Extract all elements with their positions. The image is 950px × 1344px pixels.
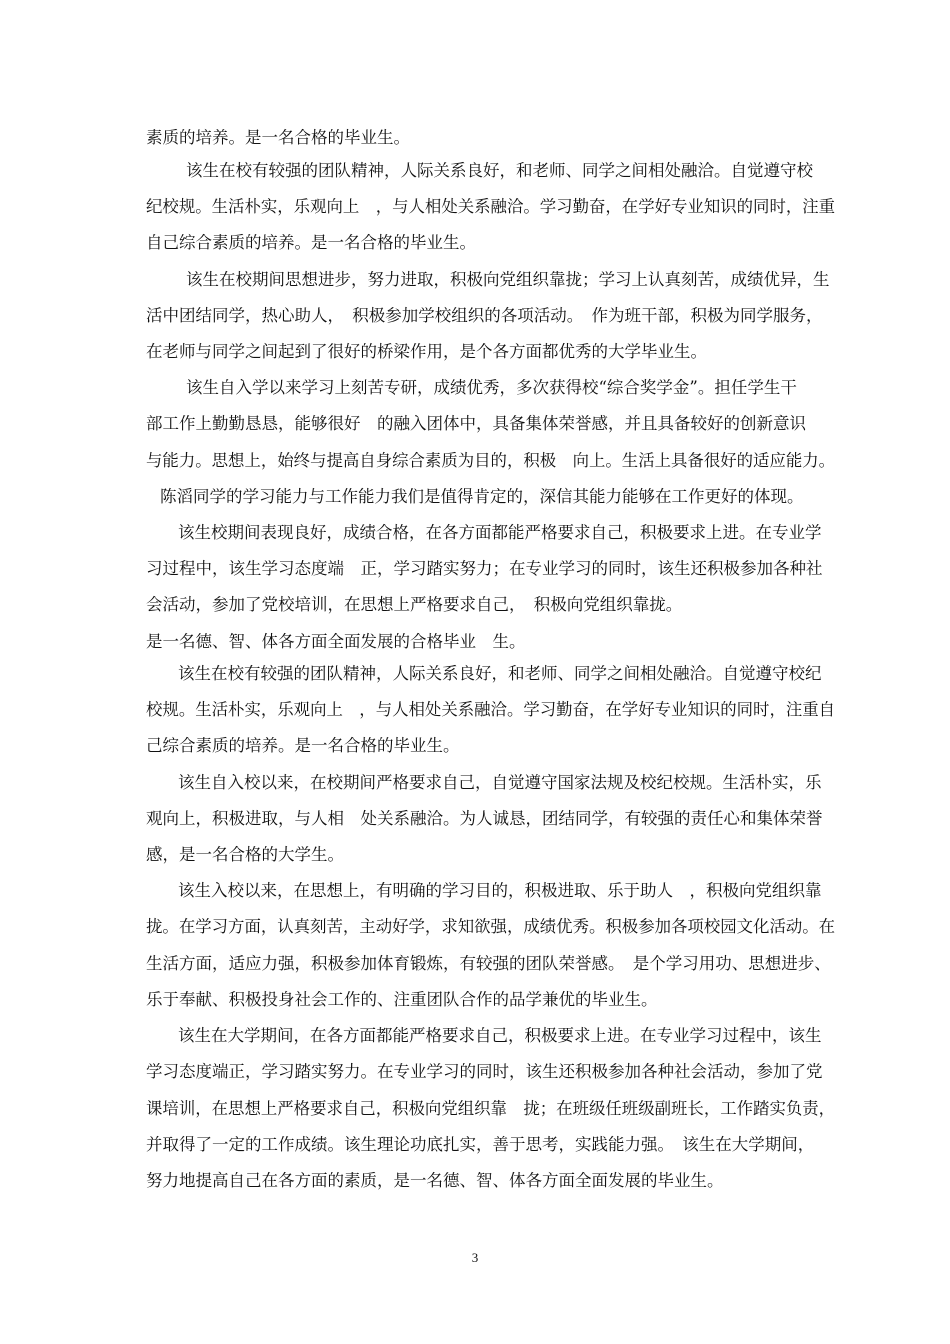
text-line: 并取得了一定的工作成绩。该生理论功底扎实，善于思考，实践能力强。 该生在大学期间， [146, 1135, 815, 1154]
text-line: 该生在校有较强的团队精神，人际关系良好，和老师、同学之间相处融洽。自觉遵守校 [186, 161, 813, 180]
text-line: 纪校规。生活朴实，乐观向上 ，与人相处关系融洽。学习勤奋，在学好专业知识的同时，注重 [146, 197, 836, 216]
text-line: 在老师与同学之间起到了很好的桥梁作用，是个各方面都优秀的大学毕业生。 [146, 342, 707, 361]
text-line: 该生在校有较强的团队精神，人际关系良好，和老师、同学之间相处融洽。自觉遵守校纪 [178, 664, 822, 683]
text-line: 活中团结同学，热心助人， 积极参加学校组织的各项活动。 作为班干部，积极为同学服务， [146, 306, 823, 325]
text-line: 该生入校以来，在思想上，有明确的学习目的，积极进取、乐于助人 ，积极向党组织靠 [178, 881, 822, 900]
text-line: 努力地提高自己在各方面的素质，是一名德、智、体各方面全面发展的毕业生。 [146, 1171, 724, 1190]
text-line: 素质的培养。是一名合格的毕业生。 [146, 128, 410, 147]
text-line: 感，是一名合格的大学生。 [146, 845, 344, 864]
text-line: 该生自入学以来学习上刻苦专研，成绩优秀，多次获得校“综合奖学金”。担任学生干 [186, 378, 797, 397]
text-line: 乐于奉献、积极投身社会工作的、注重团队合作的品学兼优的毕业生。 [146, 990, 658, 1009]
text-line: 课培训，在思想上严格要求自己，积极向党组织靠 拢；在班级任班级副班长，工作踏实负责， [146, 1099, 836, 1118]
text-line: 部工作上勤勤恳恳，能够很好 的融入团体中，具备集体荣誉感，并且具备较好的创新意识 [146, 414, 806, 433]
text-line: 习过程中，该生学习态度端 正，学习踏实努力；在专业学习的同时，该生还积极参加各种社 [146, 559, 823, 578]
text-line: 该生在大学期间，在各方面都能严格要求自己，积极要求上进。在专业学习过程中，该生 [178, 1026, 822, 1045]
text-line: 观向上，积极进取，与人相 处关系融洽。为人诚恳，团结同学，有较强的责任心和集体荣誉 [146, 809, 823, 828]
text-line: 该生校期间表现良好，成绩合格，在各方面都能严格要求自己，积极要求上进。在专业学 [178, 523, 822, 542]
text-line: 会活动，参加了党校培训，在思想上严格要求自己， 积极向党组织靠拢。 [146, 595, 683, 614]
text-line: 己综合素质的培养。是一名合格的毕业生。 [146, 736, 460, 755]
text-line: 陈滔同学的学习能力与工作能力我们是值得肯定的，深信其能力能够在工作更好的体现。 [160, 487, 804, 506]
text-line: 学习态度端正，学习踏实努力。在专业学习的同时，该生还积极参加各种社会活动，参加了党 [146, 1062, 823, 1081]
text-line: 生活方面，适应力强，积极参加体育锻炼，有较强的团队荣誉感。 是个学习用功、思想进步、 [146, 954, 831, 973]
text-line: 与能力。思想上，始终与提高自身综合素质为目的，积极 向上。生活上具备很好的适应能力。 [146, 451, 836, 470]
page-number: 3 [471, 1250, 479, 1265]
text-line: 校规。生活朴实，乐观向上 ，与人相处关系融洽。学习勤奋，在学好专业知识的同时，注重自 [146, 700, 836, 719]
text-line: 自己综合素质的培养。是一名合格的毕业生。 [146, 233, 476, 252]
text-line: 是一名德、智、体各方面全面发展的合格毕业 生。 [146, 632, 526, 651]
text-line: 该生自入校以来，在校期间严格要求自己，自觉遵守国家法规及校纪校规。生活朴实，乐 [178, 773, 822, 792]
text-line: 该生在校期间思想进步，努力进取，积极向党组织靠拢；学习上认真刻苦，成绩优异，生 [186, 270, 830, 289]
text-line: 拢。在学习方面，认真刻苦，主动好学，求知欲强，成绩优秀。积极参加各项校园文化活动。在 [146, 917, 836, 936]
